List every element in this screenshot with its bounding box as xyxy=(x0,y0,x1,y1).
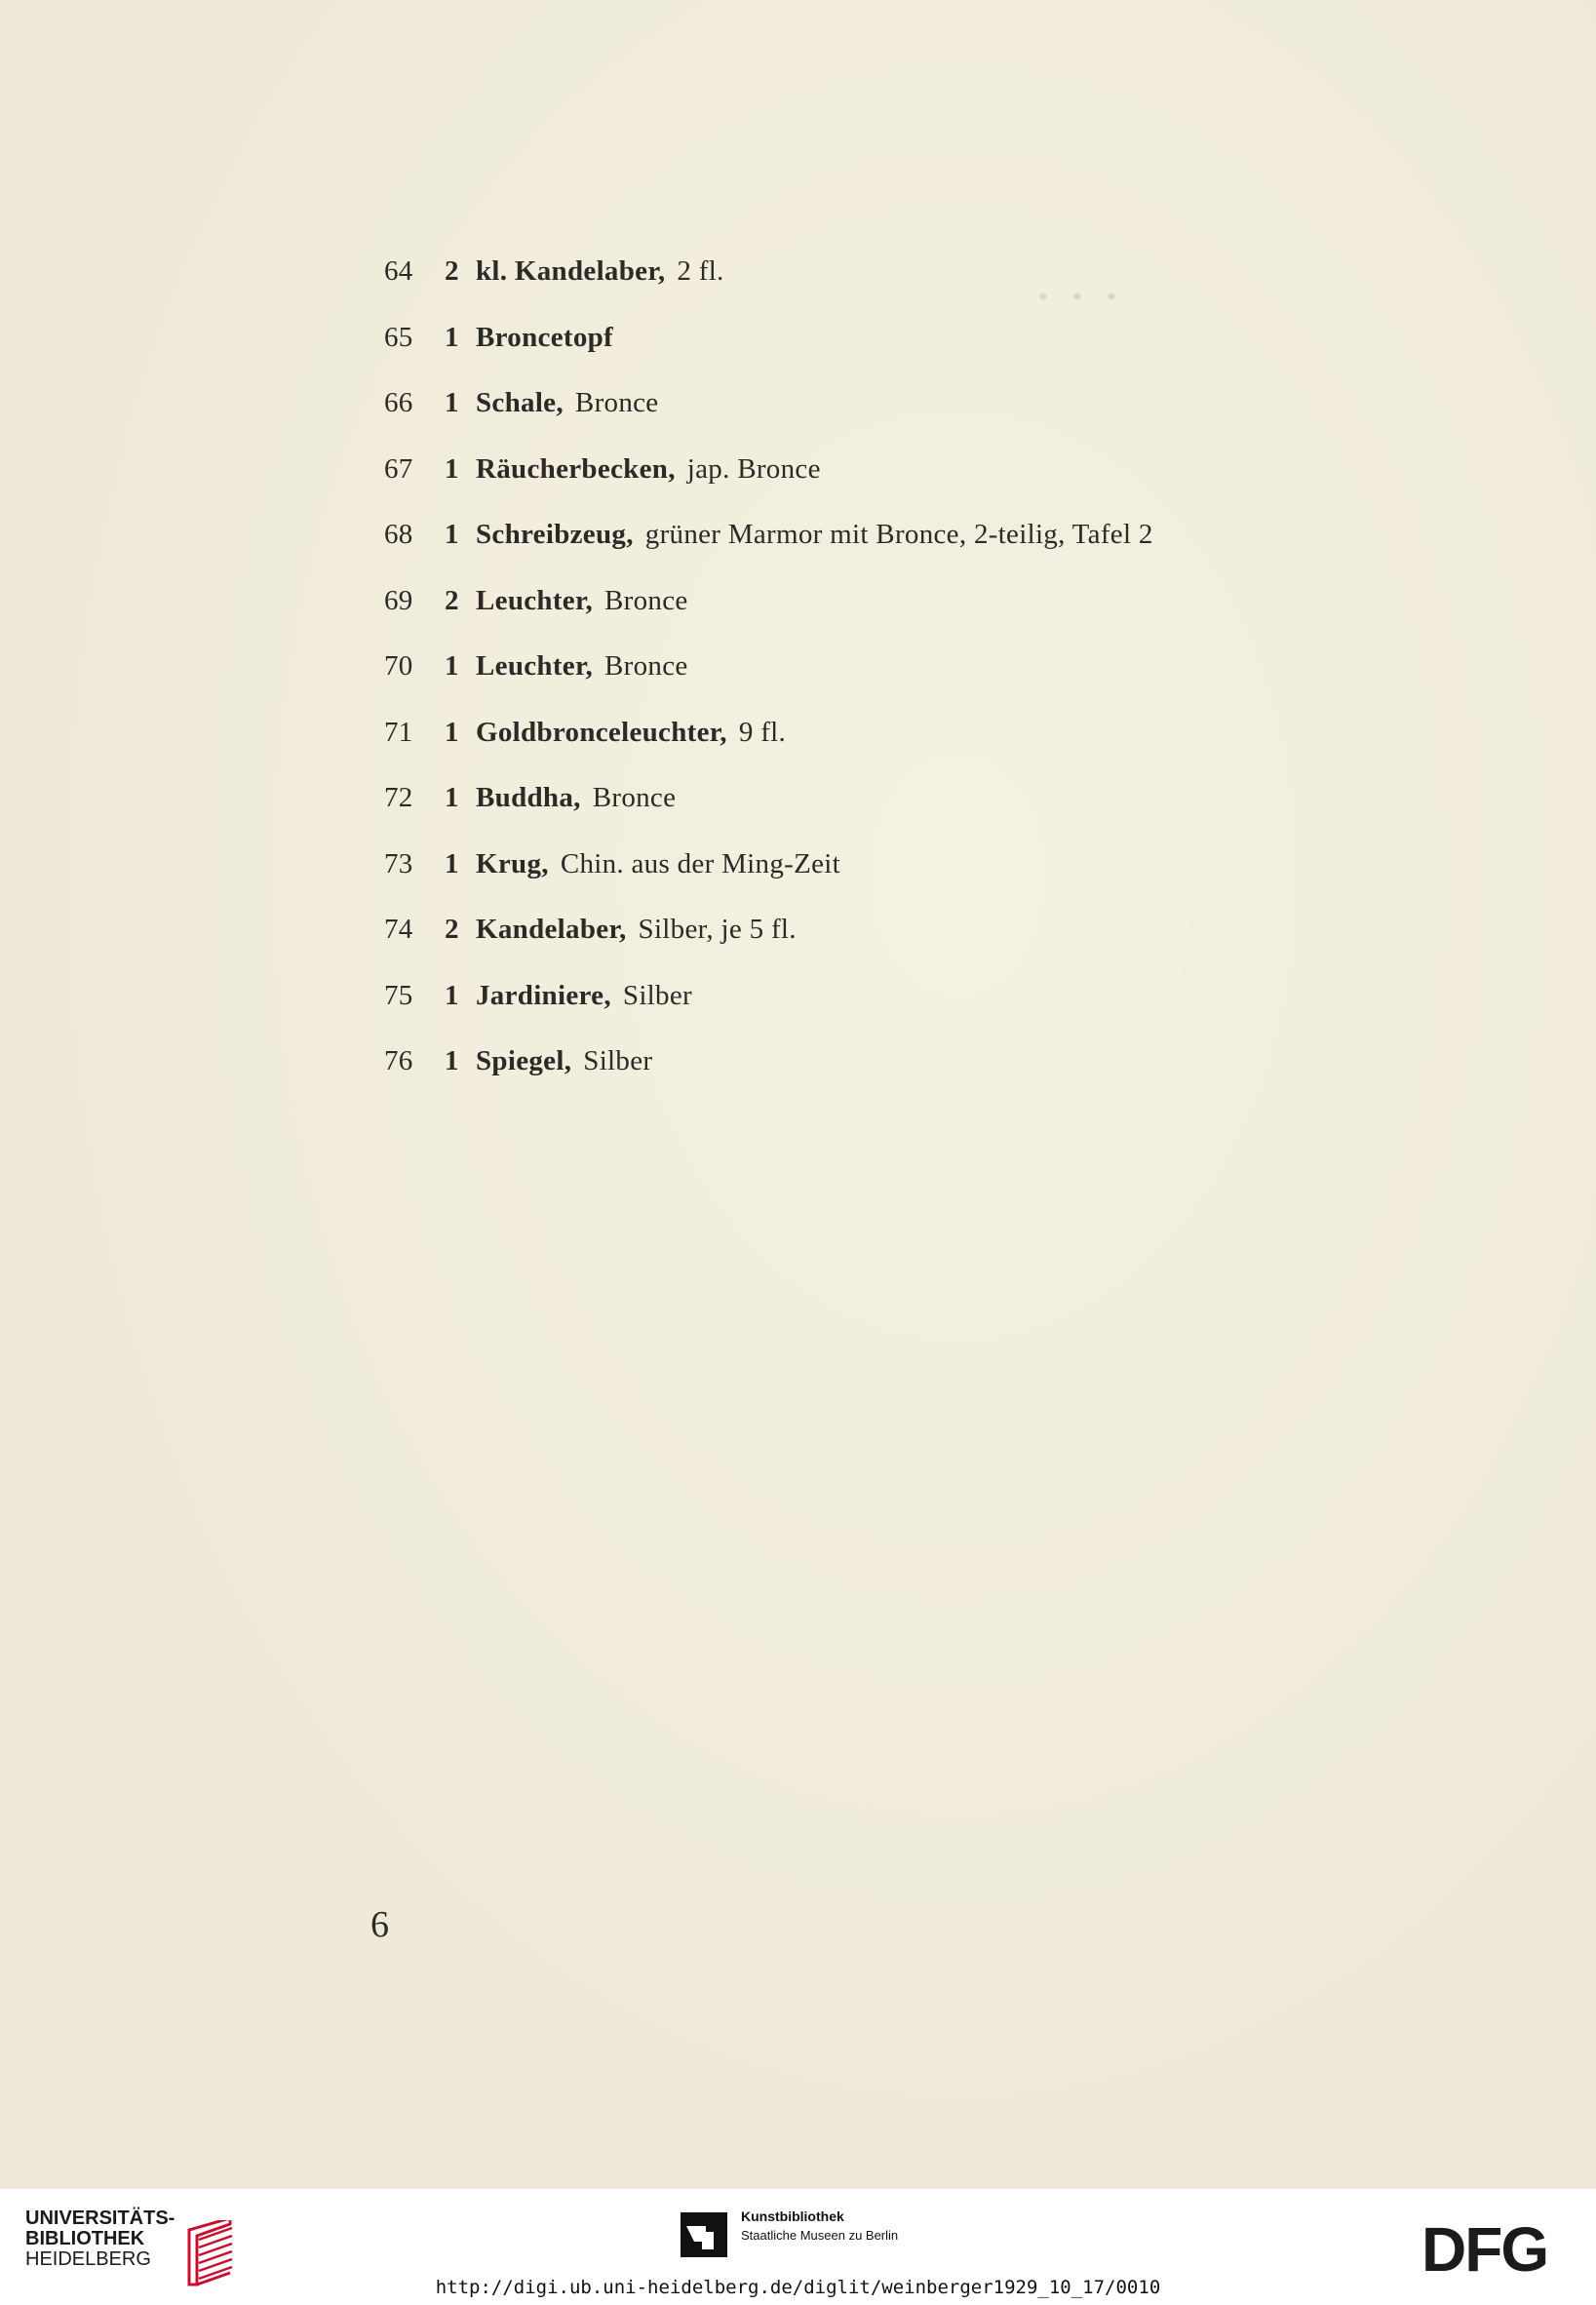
page-number: 6 xyxy=(370,1904,389,1945)
catalog-entry xyxy=(384,453,1359,520)
ub-heidelberg-logo[interactable] xyxy=(25,2208,175,2270)
entry-quantity: 2 xyxy=(445,255,459,287)
entry-description: Bronce xyxy=(574,387,659,418)
entry-description: Bronce xyxy=(604,584,688,616)
ub-logo-line: HEIDELBERG xyxy=(25,2248,151,2270)
entry-quantity: 1 xyxy=(445,452,459,485)
digitization-footer xyxy=(0,2189,1596,2305)
entry-number: 72 xyxy=(384,782,413,813)
entry-quantity: 1 xyxy=(445,782,459,813)
entry-number: 69 xyxy=(384,584,413,616)
entry-number: 71 xyxy=(384,716,413,748)
catalog-entry xyxy=(384,255,1359,322)
entry-description: jap. Bronce xyxy=(686,452,821,485)
entry-quantity: 1 xyxy=(445,979,459,1011)
entry-name: Krug, xyxy=(476,847,549,879)
catalog-entry xyxy=(384,519,1359,585)
dfg-logo[interactable]: DFG xyxy=(1421,2214,1548,2285)
catalog-entry xyxy=(384,980,1359,1046)
entry-number: 74 xyxy=(384,914,413,945)
catalog-entry xyxy=(384,585,1359,651)
entry-name: Goldbronceleuchter, xyxy=(476,716,727,748)
entry-quantity: 1 xyxy=(445,321,459,353)
entry-number: 65 xyxy=(384,321,413,353)
catalog-entry xyxy=(384,1045,1359,1112)
entry-name: Leuchter, xyxy=(476,584,594,616)
catalog-entry xyxy=(384,782,1359,848)
catalog-entry xyxy=(384,848,1359,915)
entry-name: kl. Kandelaber, xyxy=(476,255,666,287)
entry-quantity: 1 xyxy=(445,1045,459,1076)
source-url-link[interactable]: http://digi.ub.uni-heidelberg.de/diglit/weinberger1929_10_17/0010 xyxy=(435,2277,1161,2298)
entry-description: Silber xyxy=(583,1045,653,1076)
entry-name: Schale, xyxy=(476,387,564,418)
entry-quantity: 1 xyxy=(445,519,459,550)
entry-name: Kandelaber, xyxy=(476,914,627,945)
bleed-through-text: · · · xyxy=(1033,264,1121,329)
ub-logo-line: BIBLIOTHEK xyxy=(25,2228,145,2249)
entry-description: grüner Marmor mit Bronce, 2-teilig, Tafel 2 xyxy=(644,519,1153,550)
entry-description: 9 fl. xyxy=(738,716,787,748)
catalog-list xyxy=(384,255,1359,1112)
entry-description: 2 fl. xyxy=(677,255,724,287)
entry-description: Bronce xyxy=(604,650,688,682)
entry-quantity: 1 xyxy=(445,847,459,879)
entry-description: Chin. aus der Ming-Zeit xyxy=(560,847,840,879)
entry-quantity: 2 xyxy=(445,584,459,616)
entry-description: Silber, je 5 fl. xyxy=(638,914,797,945)
entry-quantity: 1 xyxy=(445,387,459,418)
catalog-entry xyxy=(384,650,1359,717)
entry-number: 67 xyxy=(384,452,413,485)
entry-name: Jardiniere, xyxy=(476,979,611,1011)
entry-number: 64 xyxy=(384,255,413,287)
catalog-entry xyxy=(384,322,1359,388)
entry-name: Broncetopf xyxy=(476,321,614,353)
catalog-entry xyxy=(384,387,1359,453)
ub-logo-line: UNIVERSITÄTS- xyxy=(25,2207,175,2229)
entry-description: Silber xyxy=(622,979,692,1011)
catalog-entry xyxy=(384,717,1359,783)
entry-number: 66 xyxy=(384,387,413,418)
kunstbibliothek-title: Kunstbibliothek xyxy=(741,2208,844,2224)
entry-name: Leuchter, xyxy=(476,650,594,682)
entry-name: Buddha, xyxy=(476,782,581,813)
entry-name: Schreibzeug, xyxy=(476,519,634,550)
entry-name: Räucherbecken, xyxy=(476,452,676,485)
entry-name: Spiegel, xyxy=(476,1045,572,1076)
entry-number: 76 xyxy=(384,1045,413,1076)
kunstbibliothek-emblem-icon xyxy=(681,2212,727,2257)
entry-number: 68 xyxy=(384,519,413,550)
entry-quantity: 2 xyxy=(445,914,459,945)
kunstbibliothek-subtitle: Staatliche Museen zu Berlin xyxy=(741,2228,899,2243)
catalog-entry xyxy=(384,914,1359,980)
entry-quantity: 1 xyxy=(445,716,459,748)
entry-number: 75 xyxy=(384,979,413,1011)
entry-quantity: 1 xyxy=(445,650,459,682)
entry-number: 73 xyxy=(384,847,413,879)
entry-number: 70 xyxy=(384,650,413,682)
entry-description: Bronce xyxy=(592,782,677,813)
